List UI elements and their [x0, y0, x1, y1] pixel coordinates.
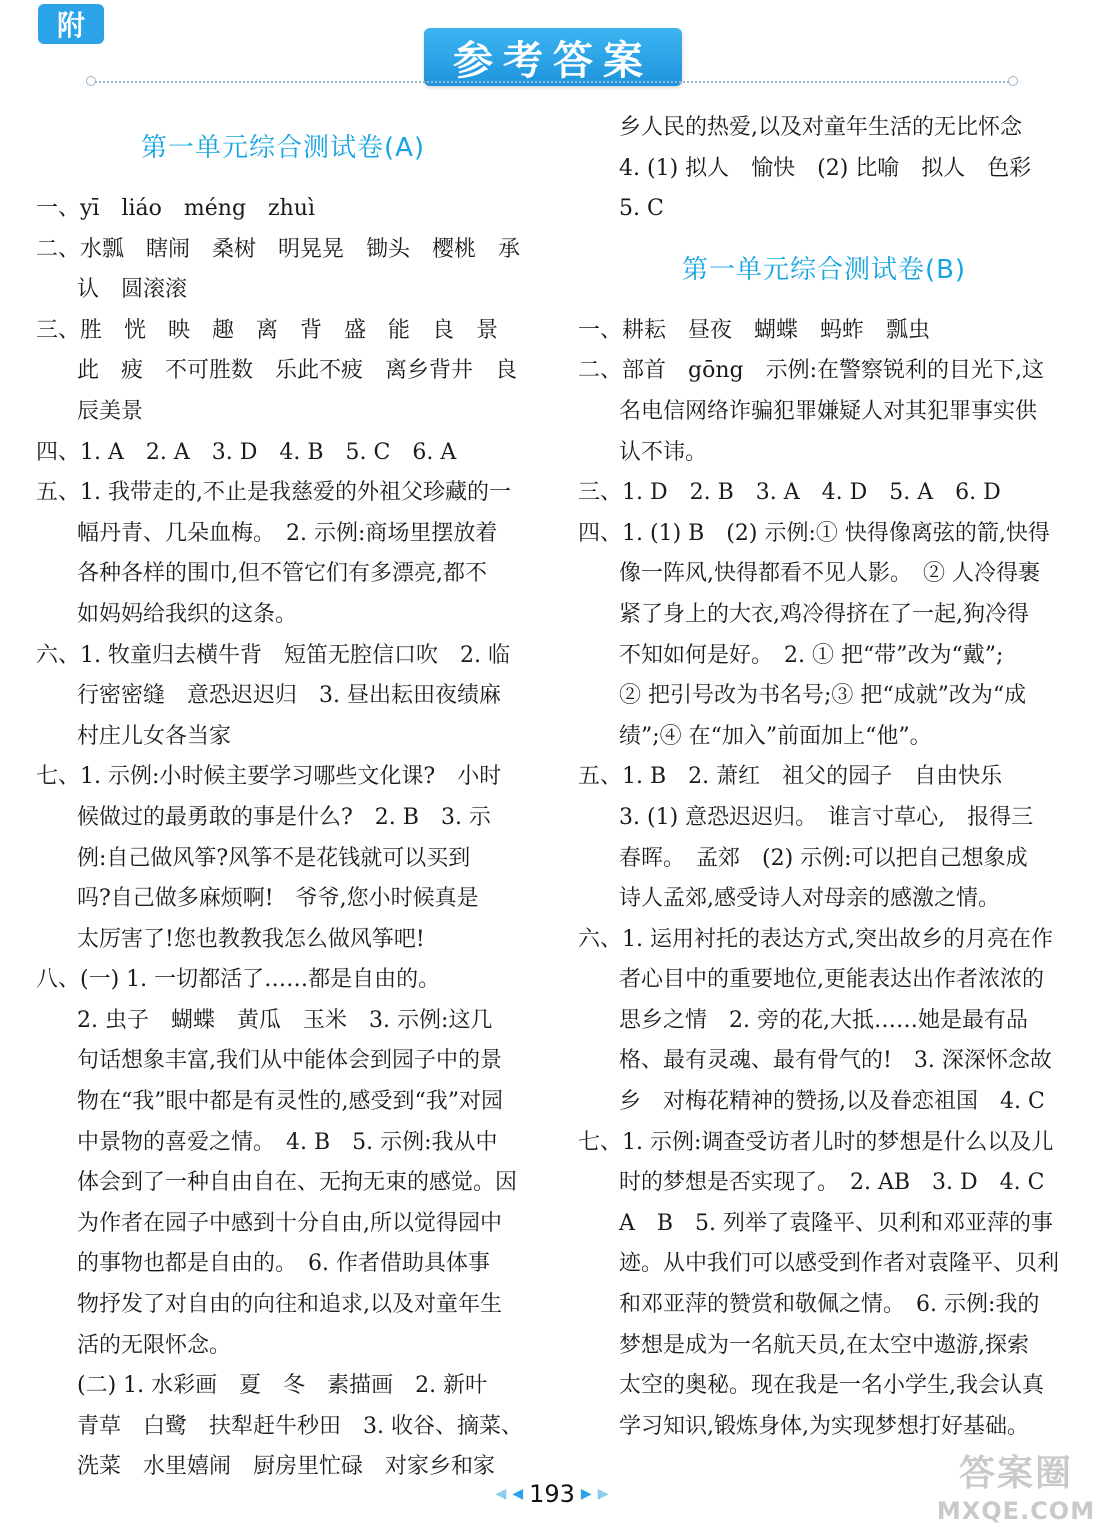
answer-line: 乡 对梅花精神的赞扬,以及眷恋祖国 4. C	[619, 1089, 1045, 1115]
answer-line: A B 5. 列举了袁隆平、贝利和邓亚萍的事	[619, 1210, 1054, 1236]
answer-line: 活的无限怀念。	[77, 1332, 232, 1358]
section-heading-a: 第一单元综合测试卷(A)	[140, 133, 426, 163]
answer-line: 者心目中的重要地位,更能表达出作者浓浓的	[619, 967, 1044, 993]
answer-line: 5. C	[619, 196, 664, 222]
answer-line: 辰美景	[77, 398, 144, 424]
answer-line: 句话想象丰富,我们从中能体会到园子中的景	[77, 1048, 502, 1074]
answer-line: 体会到了一种自由自在、无拘无束的感觉。因	[77, 1170, 518, 1196]
answer-line: 此 疲 不可胜数 乐此不疲 离乡背井 良	[77, 358, 518, 384]
answer-line: 格、最有灵魂、最有骨气的! 3. 深深怀念故	[619, 1048, 1052, 1074]
answer-line: 七、1. 示例:小时候主要学习哪些文化课? 小时	[36, 764, 502, 790]
answer-line: 和邓亚萍的赞赏和敬佩之情。 6. 示例:我的	[619, 1292, 1040, 1318]
answer-line: 梦想是成为一名航天员,在太空中遨游,探索	[619, 1332, 1029, 1358]
answer-line: 不知如何是好。 2. ① 把“带”改为“戴”;	[619, 642, 1004, 668]
section-heading-b: 第一单元综合测试卷(B)	[681, 254, 967, 285]
prev-arrow-icon: ◀	[512, 1486, 524, 1502]
answer-line: 三、胜 恍 映 趣 离 背 盛 能 良 景	[36, 317, 499, 343]
answer-line: 太厉害了!您也教教我怎么做风筝吧!	[77, 926, 425, 952]
answer-line: 五、1. B 2. 萧红 祖父的园子 自由快乐	[578, 764, 1003, 790]
next-arrow-icon: ▶	[597, 1486, 609, 1502]
divider-end-dot	[86, 76, 96, 86]
answer-line: 太空的奥秘。现在我是一名小学生,我会认真	[619, 1373, 1044, 1399]
answer-line: 为作者在园子中感到十分自由,所以觉得园中	[77, 1210, 502, 1236]
answer-line: 各种各样的围巾,但不管它们有多漂亮,都不	[77, 561, 487, 587]
answer-line: 2. 虫子 蝴蝶 黄瓜 玉米 3. 示例:这几	[77, 1007, 493, 1033]
answer-line: 四、1. (1) B (2) 示例:① 快得像离弦的箭,快得	[578, 520, 1050, 546]
answer-line: 物在“我”眼中都是有灵性的,感受到“我”对园	[77, 1089, 503, 1115]
answer-line: 春晖。 孟郊 (2) 示例:可以把自己想象成	[619, 845, 1028, 871]
answer-line: 六、1. 牧童归去横牛背 短笛无腔信口吹 2. 临	[36, 642, 510, 668]
answer-line: 的事物也都是自由的。 6. 作者借助具体事	[77, 1251, 490, 1277]
answer-line: 三、1. D 2. B 3. A 4. D 5. A 6. D	[578, 480, 1001, 506]
answer-line: 3. (1) 意恐迟迟归。 谁言寸草心, 报得三	[619, 804, 1034, 830]
answer-line: 思乡之情 2. 旁的花,大抵……她是最有品	[619, 1007, 1028, 1033]
answer-line: 迹。从中我们可以感受到作者对袁隆平、贝利	[619, 1251, 1060, 1277]
header-divider	[92, 81, 1012, 83]
answer-line: 绩”;④ 在“加入”前面加上“他”。	[619, 723, 932, 749]
answer-line: 学习知识,锻炼身体,为实现梦想打好基础。	[619, 1413, 1029, 1439]
answer-line: 像一阵风,快得都看不见人影。 ② 人冷得裹	[619, 561, 1040, 587]
answer-line: 二、水瓢 瞎闹 桑树 明晃晃 锄头 樱桃 承	[36, 236, 521, 262]
answer-line: 四、1. A 2. A 3. D 4. B 5. C 6. A	[36, 439, 457, 465]
answer-line: 村庄儿女各当家	[77, 723, 232, 749]
answer-line: 八、(一) 1. 一切都活了……都是自由的。	[36, 967, 441, 993]
appendix-tab: 附	[38, 4, 104, 44]
answer-line: 吗?自己做多麻烦啊! 爷爷,您小时候真是	[77, 886, 479, 912]
right-column	[578, 108, 1070, 1447]
watermark-logo	[932, 1452, 1100, 1532]
answer-line: 青草 白鹭 扶犁赶牛秒田 3. 收谷、摘菜、	[77, 1413, 523, 1439]
answer-line: 七、1. 示例:调查受访者儿时的梦想是什么以及儿	[578, 1129, 1054, 1155]
answer-line: 中景物的喜爱之情。 4. B 5. 示例:我从中	[77, 1129, 498, 1155]
answer-line: 认不讳。	[619, 439, 708, 465]
answer-line: 如妈妈给我织的这条。	[77, 601, 298, 627]
answer-lines-b	[578, 311, 1070, 1448]
answer-line: 二、部首 gōng 示例:在警察锐利的目光下,这	[578, 358, 1044, 384]
answer-line: 行密密缝 意恐迟迟归 3. 昼出耘田夜绩麻	[77, 683, 501, 709]
answer-lines-a	[36, 189, 530, 1488]
answer-line: 诗人孟郊,感受诗人对母亲的感激之情。	[619, 886, 1000, 912]
prev-arrow-icon: ◀	[495, 1486, 507, 1502]
answer-line: 六、1. 运用衬托的表达方式,突出故乡的月亮在作	[578, 926, 1053, 952]
answer-line: 五、1. 我带走的,不止是我慈爱的外祖父珍藏的一	[36, 480, 511, 506]
answer-line: 洗菜 水里嬉闹 厨房里忙碌 对家乡和家	[77, 1454, 496, 1480]
answer-line: 4. (1) 拟人 愉快 (2) 比喻 拟人 色彩	[619, 155, 1032, 181]
answer-line: 候做过的最勇敢的事是什么? 2. B 3. 示	[77, 804, 491, 830]
watermark-text: 答案圈	[958, 1453, 1073, 1494]
answer-line: 例:自己做风筝?风筝不是花钱就可以买到	[77, 845, 471, 871]
answer-line: 时的梦想是否实现了。 2. AB 3. D 4. C	[619, 1170, 1045, 1196]
left-column	[36, 108, 530, 1488]
answer-line: 认 圆滚滚	[77, 277, 188, 303]
answer-lines-a-continued	[578, 108, 1070, 230]
answer-line: 乡人民的热爱,以及对童年生活的无比怀念	[619, 115, 1022, 140]
next-arrow-icon: ▶	[580, 1486, 592, 1502]
divider-end-dot	[1008, 76, 1018, 86]
answer-line: 物抒发了对自由的向往和追求,以及对童年生	[77, 1292, 502, 1318]
answer-line: 名电信网络诈骗犯罪嫌疑人对其犯罪事实供	[619, 398, 1038, 424]
answer-line: 一、yī liáo méng zhuì	[36, 196, 315, 221]
answer-line: 一、耕耘 昼夜 蝴蝶 蚂蚱 瓢虫	[578, 317, 931, 343]
page-number: 193	[529, 1480, 575, 1508]
answer-line: 紧了身上的大衣,鸡冷得挤在了一起,狗冷得	[619, 601, 1029, 627]
watermark-url: MXQE.COM	[936, 1497, 1096, 1525]
answer-line: 幅丹青、几朵血梅。 2. 示例:商场里摆放着	[77, 520, 498, 546]
answer-line: (二) 1. 水彩画 夏 冬 素描画 2. 新叶	[77, 1373, 488, 1399]
answer-line: ② 把引号改为书名号;③ 把“成就”改为“成	[619, 683, 1027, 709]
page-title-banner: 参考答案	[424, 28, 682, 86]
